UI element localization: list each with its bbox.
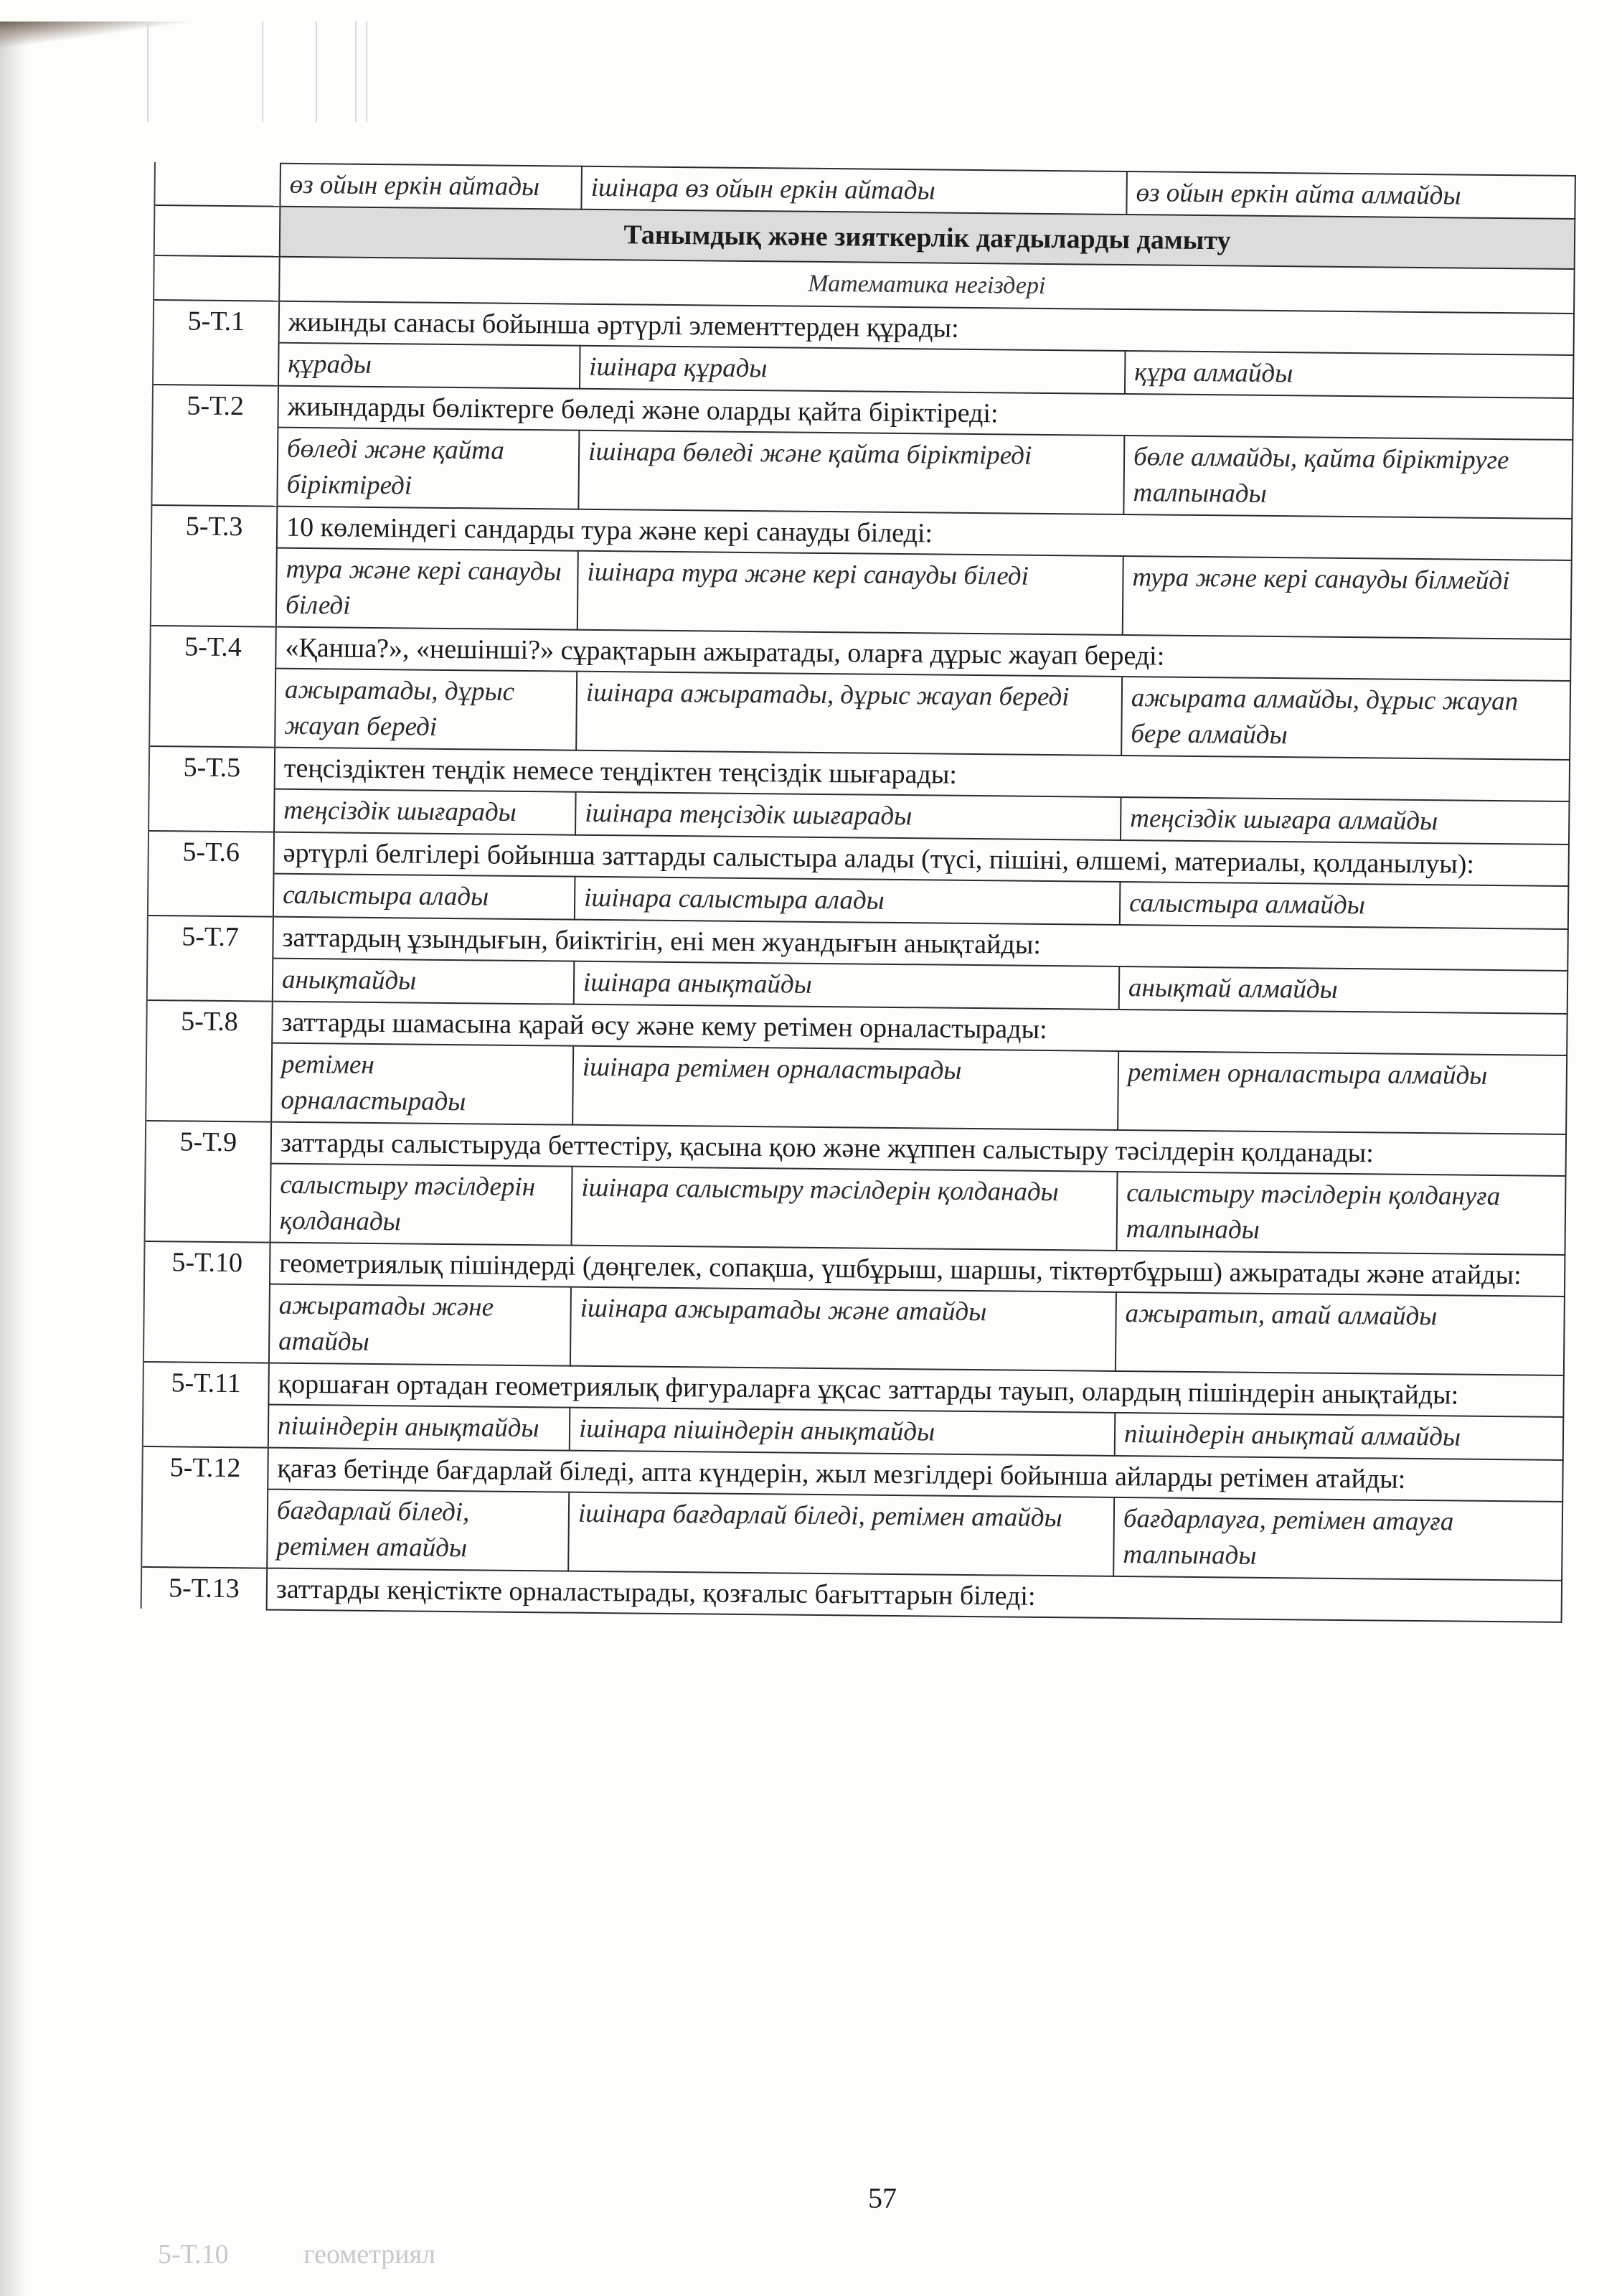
- item-levels-row: [151, 547, 1572, 639]
- level-not-achieved: ажырата алмайды, дұрыс жауап бере алмайды: [1121, 677, 1570, 760]
- level-not-achieved: тура және кері санауды білмейді: [1123, 556, 1572, 639]
- level-partial: ішінара бағдарлай біледі, ретімен атайды: [568, 1492, 1114, 1576]
- item-levels-row: [145, 1162, 1566, 1255]
- level-achieved: салыстыру тәсілдерін қолданады: [270, 1164, 572, 1246]
- level-partial: ішінара теңсіздік шығарады: [575, 792, 1121, 840]
- level-partial: ішінара салыстыра алады: [575, 877, 1121, 925]
- level-achieved: ажыратады және атайды: [269, 1284, 571, 1366]
- item-code: 5-Т.7: [147, 916, 273, 1002]
- assessment-table-container: [141, 161, 1575, 1623]
- item-levels-row: [141, 1488, 1562, 1581]
- level-achieved: салыстыра алады: [273, 874, 575, 920]
- level-not-achieved: ретімен орналастыра алмайды: [1118, 1051, 1567, 1134]
- item-statement: заттарды шамасына қарай өсу және кему ретімен орналастырады:: [272, 1002, 1567, 1055]
- item-statement: қағаз бетінде бағдарлай біледі, апта күндерін, жыл мезгілдері бойынша айларды ретімен атайды:: [268, 1448, 1562, 1502]
- item-statement: заттарды салыстыруда беттестіру, қасына қою және жұппен салыстыру тәсілдерін қолданады:: [271, 1122, 1566, 1176]
- item-code: 5-Т.2: [151, 385, 278, 507]
- item-levels-row: [151, 426, 1573, 519]
- item-code: 5-Т.4: [149, 626, 276, 748]
- level-not-achieved: теңсіздік шығара алмайды: [1121, 797, 1570, 844]
- item-code: 5-Т.5: [148, 746, 275, 832]
- item-statement: жиынды санасы бойынша әртүрлі элементтерден құрады:: [279, 301, 1574, 355]
- level-partial: ішінара бөледі және қайта біріктіреді: [578, 430, 1124, 514]
- item-code: 5-Т.12: [141, 1446, 268, 1568]
- scan-edge-shadow: [0, 22, 29, 2296]
- item-levels-row: [143, 1283, 1565, 1375]
- level-achieved: теңсіздік шығарады: [274, 789, 576, 835]
- assessment-table: [141, 161, 1576, 1623]
- level-partial: ішінара анықтайды: [574, 961, 1120, 1010]
- item-code: 5-Т.8: [146, 1000, 273, 1122]
- item-statement: заттардың ұзындығын, биіктігін, ені мен жуандығын анықтайды:: [273, 917, 1567, 971]
- bleed-through-text: [158, 2239, 504, 2270]
- item-statement: заттарды кеңістікте орналастырады, қозғалыс бағыттарын біледі:: [267, 1568, 1562, 1622]
- bleed-code: 5-Т.10: [158, 2239, 229, 2269]
- item-statement: қоршаған ортадан геометриялық фигураларға ұқсас заттарды тауып, олардың пішіндерін анықтайды:: [268, 1363, 1563, 1417]
- level-not-achieved: бөле алмайды, қайта біріктіруге талпынады: [1123, 436, 1573, 519]
- level-partial: ішінара құрады: [580, 346, 1126, 394]
- page-number: 57: [868, 2182, 897, 2214]
- code-cell: [154, 205, 280, 257]
- level-not-achieved: анықтай алмайды: [1119, 966, 1568, 1014]
- level-achieved: ретімен орналастырады: [271, 1043, 573, 1125]
- item-statement: геометриялық пішіндерді (дөңгелек, сопақша, үшбұрыш, шаршы, тіктөртбұрыш) ажыратады және атайды:: [270, 1243, 1565, 1297]
- level-not-achieved: өз ойын еркін айта алмайды: [1126, 171, 1575, 219]
- item-code: 5-Т.13: [141, 1567, 268, 1610]
- code-cell: [154, 255, 280, 301]
- level-achieved: өз ойын еркін айтады: [280, 164, 582, 210]
- level-not-achieved: құра алмайды: [1125, 351, 1574, 398]
- item-statement: 10 көлеміндегі сандарды тура және кері санауды біледі:: [277, 507, 1572, 560]
- item-levels-row: [146, 1042, 1567, 1134]
- item-code: 5-Т.9: [145, 1121, 272, 1243]
- level-not-achieved: бағдарлауға, ретімен атауға талпынады: [1113, 1497, 1562, 1581]
- level-achieved: пішіндерін анықтайды: [268, 1405, 570, 1451]
- level-not-achieved: пішіндерін анықтай алмайды: [1115, 1413, 1564, 1460]
- level-partial: ішінара салыстыру тәсілдерін қолданады: [572, 1167, 1118, 1251]
- level-achieved: құрады: [278, 343, 580, 389]
- item-code: 5-Т.6: [148, 831, 274, 917]
- item-levels-row: [149, 667, 1570, 760]
- level-not-achieved: ажыратып, атай алмайды: [1116, 1292, 1565, 1375]
- level-achieved: бағдарлай біледі, ретімен атайды: [267, 1490, 569, 1571]
- level-partial: ішінара пішіндерін анықтайды: [570, 1408, 1116, 1456]
- level-achieved: тура және кері санауды біледі: [276, 548, 578, 630]
- level-not-achieved: салыстыра алмайды: [1120, 882, 1569, 929]
- item-code: 5-Т.11: [143, 1362, 269, 1448]
- bleed-through-lines: [147, 22, 463, 129]
- item-code: 5-Т.1: [153, 300, 279, 386]
- level-achieved: ажыратады, дұрыс жауап береді: [275, 669, 577, 751]
- section-title: Танымдық және зияткерлік дағдыларды дамыту: [280, 207, 1575, 269]
- code-cell: [154, 162, 280, 207]
- bleed-word: геометриял: [303, 2239, 436, 2269]
- level-partial: ішінара тура және кері санауды біледі: [577, 551, 1123, 635]
- level-partial: ішінара ретімен орналастырады: [572, 1046, 1118, 1130]
- item-statement: теңсіздіктен теңдік немесе теңдіктен теңсіздік шығарады:: [275, 748, 1570, 801]
- item-statement: жиындарды бөліктерге бөледі және оларды қайта біріктіреді:: [278, 386, 1573, 440]
- section-subtitle: Математика негіздері: [279, 257, 1575, 314]
- item-statement: әртүрлі белгілері бойынша заттарды салыстыра алады (түсі, пішіні, өлшемі, материалы, қолданылуы):: [273, 832, 1568, 886]
- level-achieved: анықтайды: [273, 959, 575, 1004]
- level-not-achieved: салыстыру тәсілдерін қолдануға талпынады: [1116, 1172, 1565, 1255]
- level-partial: ішінара өз ойын еркін айтады: [581, 166, 1127, 215]
- item-code: 5-Т.10: [143, 1241, 270, 1363]
- item-code: 5-Т.3: [151, 505, 278, 627]
- level-partial: ішінара ажыратады және атайды: [570, 1287, 1116, 1371]
- level-partial: ішінара ажыратады, дұрыс жауап береді: [576, 672, 1122, 756]
- item-statement: «Қанша?», «нешінші?» сұрақтарын ажыратады, оларға дұрыс жауап береді:: [275, 627, 1570, 681]
- level-achieved: бөледі және қайта біріктіреді: [277, 428, 579, 509]
